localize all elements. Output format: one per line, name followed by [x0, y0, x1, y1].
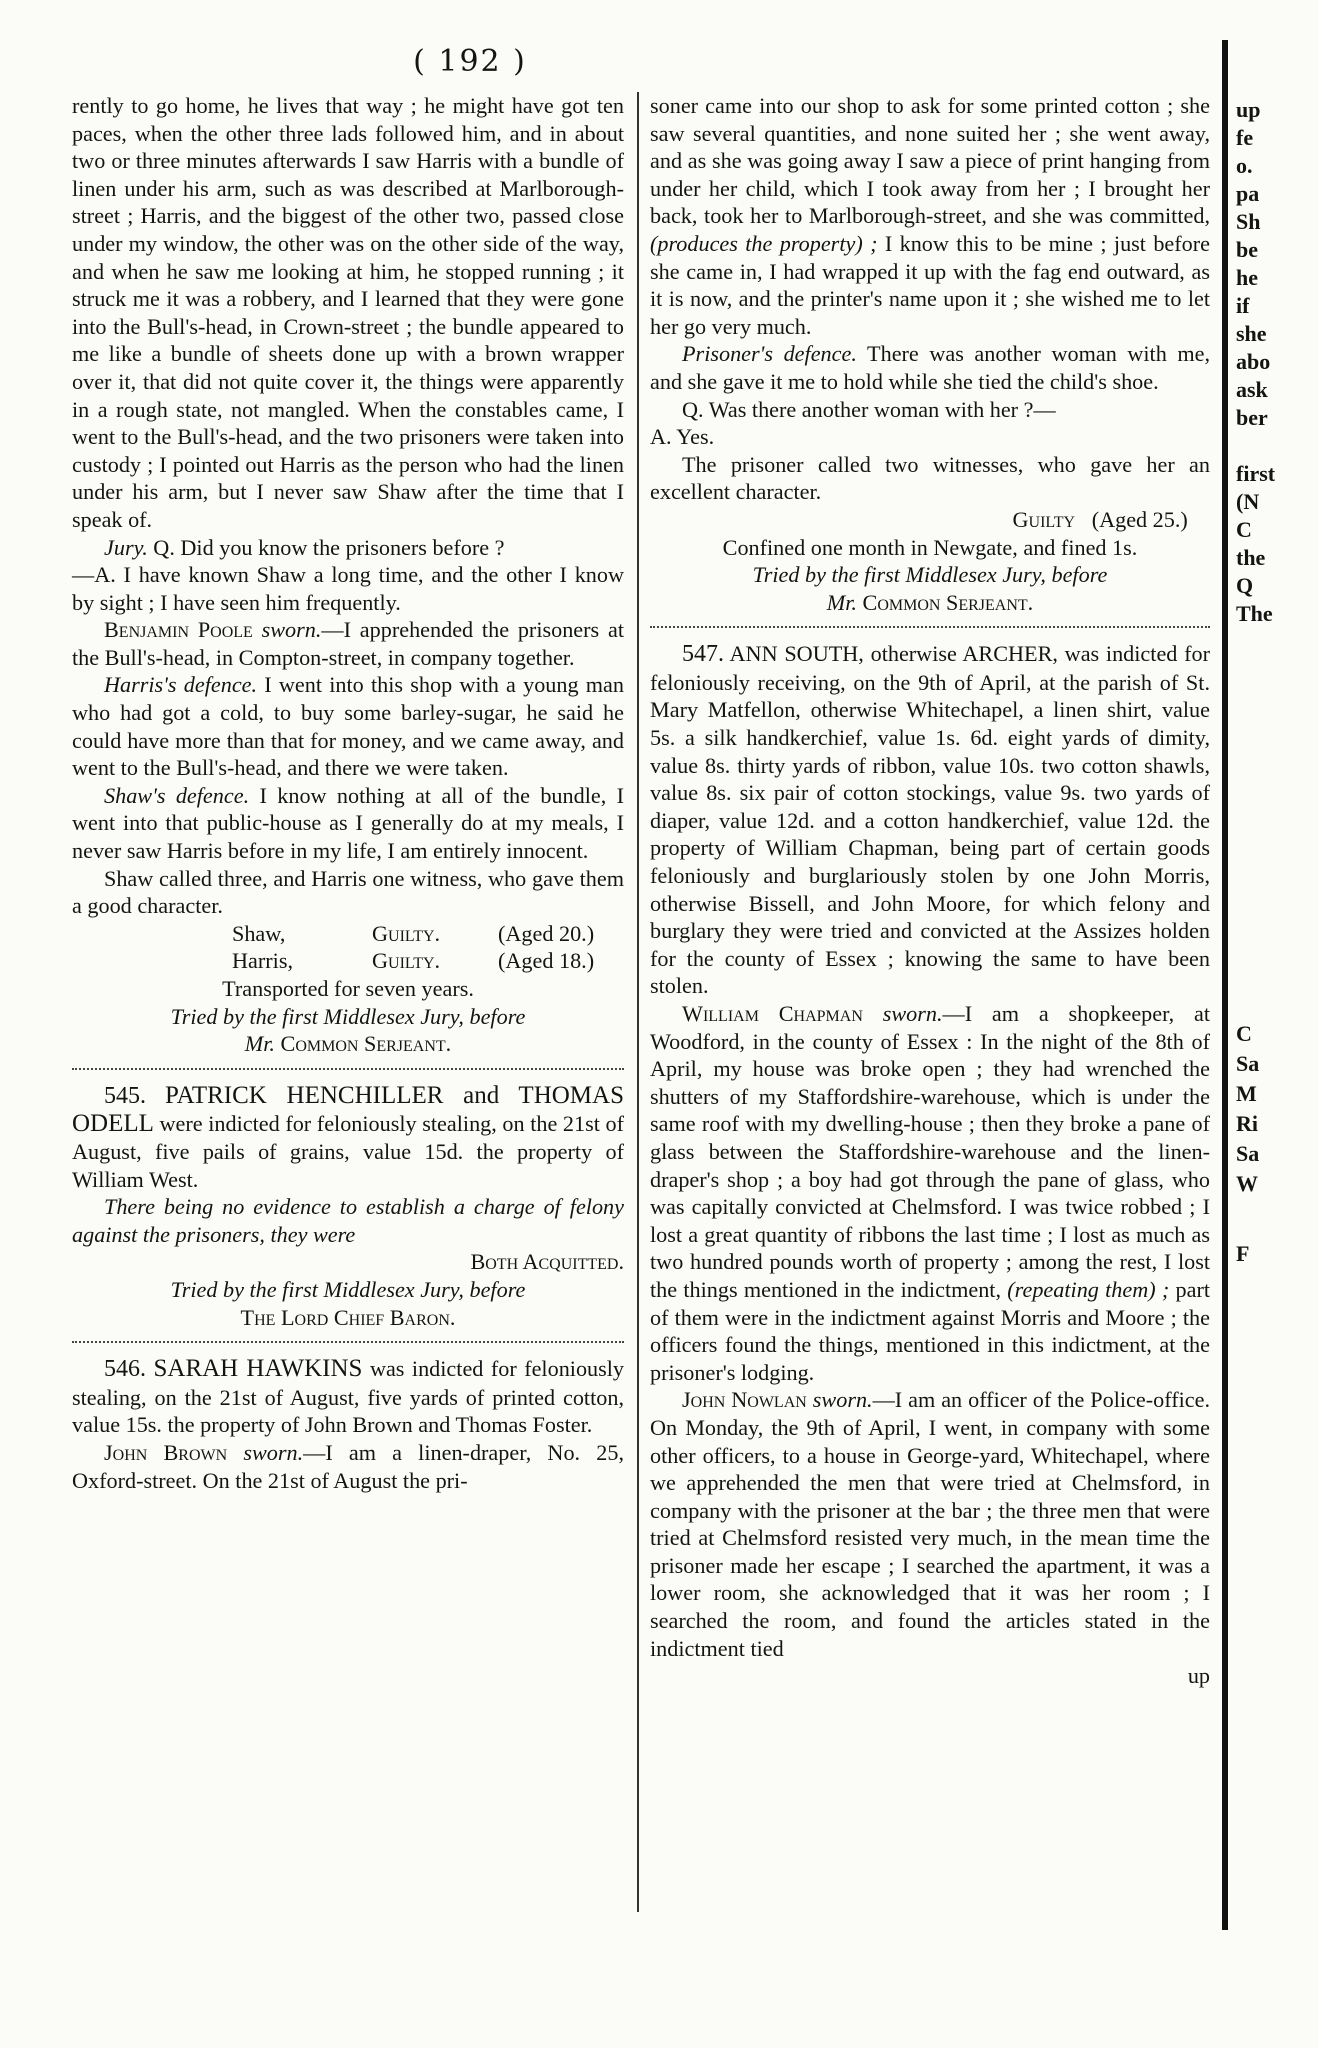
bleed-fragment: Sa: [1236, 1141, 1260, 1166]
bleed-fragment: F: [1236, 1241, 1250, 1266]
testimony-text: soner came into our shop to ask for some printed cotton ; she saw several quantities, and none suited her ; she went away, and as she was going away I saw a piece of print hanging from under her child, which I took away from her ; I brought her back, took her to Marlborough-street, and she was committed,: [650, 93, 1210, 229]
stage-direction: (repeating them) ;: [1007, 1276, 1170, 1302]
jury-answer: —A. I have known Shaw a long time, and the other I know by sight ; I have seen him frequently.: [72, 562, 624, 615]
case-547-heading: [650, 640, 1210, 1000]
judge-prefix: Mr.: [244, 1031, 275, 1057]
bleed-fragment: ask: [1236, 377, 1268, 402]
judge-name: The Lord Chief Baron.: [240, 1304, 456, 1330]
case-separator: [72, 1068, 624, 1070]
tried-by-line: Tried by the first Middlesex Jury, before: [752, 562, 1108, 588]
brown-testimony: [72, 1439, 624, 1494]
column-divider: [637, 92, 639, 1912]
bleed-fragment: he: [1236, 265, 1258, 290]
bleed-fragment: W: [1236, 1171, 1258, 1196]
jury-question-text: Q. Did you know the prisoners before ?: [153, 534, 505, 560]
bleed-fragment: the: [1236, 545, 1266, 570]
judge-line: [72, 1030, 624, 1058]
judge-line: [650, 589, 1210, 617]
case-number: 546.: [104, 1356, 146, 1383]
brown-text: —I am a linen-draper, No. 25, Oxford-street. On the 21st of August the pri-: [72, 1439, 624, 1493]
bleed-fragment: up: [1236, 97, 1261, 122]
harris-defence: [72, 671, 624, 781]
bleed-fragment: o.: [1236, 153, 1253, 178]
witness-name: Benjamin Poole: [104, 617, 253, 643]
jury-question: [72, 534, 624, 562]
bleed-fragment: The: [1236, 601, 1273, 626]
defence-label: Shaw's defence.: [104, 782, 250, 808]
verdict-row: [72, 920, 624, 948]
sworn-label: sworn.: [243, 1439, 304, 1465]
verdict: Guilty.: [372, 920, 441, 946]
chapman-testimony: [650, 1000, 1210, 1386]
defendant-name: Harris,: [232, 948, 293, 974]
chapman-text-end: part of them were in the indictment against Morris and Moore ; the officers found the things, mentioned in this indictment, at the prisoner's lodging.: [650, 1276, 1211, 1385]
defendant-names: ANN SOUTH, otherwise ARCHER,: [729, 641, 1058, 667]
witnesses-called: The prisoner called two witnesses, who gave her an excellent character.: [650, 451, 1210, 505]
bleed-fragment: abo: [1236, 349, 1271, 374]
sworn-label: sworn.: [882, 1001, 943, 1026]
verdict-row: [72, 947, 624, 975]
defendant-age: (Aged 18.): [498, 948, 595, 974]
nowlan-testimony: [650, 1386, 1210, 1662]
witness-name: John Brown: [104, 1439, 228, 1465]
sworn-label: sworn.: [261, 617, 322, 643]
case-number: 547.: [682, 641, 724, 668]
poole-text: —I apprehended the prisoners at the Bull's-head, in Compton-street, in company together.: [72, 617, 624, 670]
indictment-text: were indicted for feloniously stealing, on the 21st of August, five pails of grains, value 15d. the property of William West.: [72, 1111, 624, 1192]
nowlan-text: —I am an officer of the Police-office. On Monday, the 9th of April, I went, in company with some other officers, to a house in George-yard, Whitechapel, where we apprehended the men that were tried at Chelmsford, in company with the prisoner at the bar ; the three men that were tried at Chelmsford resisted very much, in the mean time the prisoner made her escape ; I searched the apartment, it was a lower room, she acknowledged that it was her room ; I searched the room, and found the articles stated in the indictment tied: [650, 1387, 1211, 1661]
tried-by-line: Tried by the first Middlesex Jury, before: [170, 1003, 526, 1029]
bleed-fragment: C: [1236, 1021, 1252, 1046]
question: Q. Was there another woman with her ?—: [682, 396, 1056, 422]
jury-label: Jury.: [104, 534, 148, 560]
page-edge-rule: [1222, 40, 1228, 1930]
sentence: Confined one month in Newgate, and fined 1s.: [722, 534, 1138, 560]
witness-name: John Nowlan: [682, 1387, 807, 1413]
sentence: Transported for seven years.: [222, 976, 474, 1001]
defendant-name: Shaw,: [232, 920, 286, 946]
case-separator: [650, 626, 1210, 628]
acquittal-note: There being no evidence to establish a charge of felony against the prisoners, they were: [72, 1194, 624, 1247]
catchword: up: [1187, 1663, 1210, 1689]
brown-testimony-continued: [650, 92, 1210, 340]
witnesses-called: Shaw called three, and Harris one witness, who gave them a good character.: [72, 865, 624, 919]
testimony-continued: rently to go home, he lives that way ; he might have got ten paces, when the other three lads followed him, and in about two or three minutes afterwards I saw Harris with a bundle of linen under his arm, such as was described at Marlborough-street ; Harris, and the biggest of the other two, passed close under my window, the other was on the other side of the way, and when he saw me looking at him, he stopped running ; it struck me it was a robbery, and I learned that they were gone into the Bull's-head, in Crown-street ; the bundle appeared to me like a bundle of sheets done up with a brown wrapper over it, that did not quite cover it, the things were apparently in a rough state, not mangled. When the constables came, I went to the Bull's-head, and the two prisoners were taken into custody ; I pointed out Harris as the person who had the linen under his arm, but I never saw Shaw after the time that I speak of.: [72, 93, 624, 532]
bleed-fragment: M: [1236, 1081, 1257, 1106]
case-546-heading: [72, 1355, 624, 1439]
case-number: 545.: [104, 1082, 146, 1109]
indictment-text: was indicted for feloniously receiving, on the 9th of April, at the parish of St. Mary Matfellon, otherwise Whitechapel, a linen shirt, value 5s. a silk handkerchief, value 1s. 6d. eight yards of dimity, value 8s. thirty yards of ribbon, value 10s. two cotton shawls, value 8s. six pair of cotton stockings, value 9s. two yards of diaper, value 12d. and a cotton handkerchief, value 12d. the property of William Chapman, being part of certain goods feloniously and burglariously stolen by one John Morris, otherwise Bissell, and John Moore, for which felony and burglary they were tried and convicted at the Assizes holden for the county of Essex ; knowing the same to have been stolen.: [650, 641, 1211, 999]
defendant-age: (Aged 20.): [498, 920, 595, 946]
bleed-fragment: fe: [1236, 125, 1254, 150]
shaw-defence-text: I know nothing at all of the bundle, I went into that public-house as I generally do at my meals, I never saw Harris before in my life, I am entirely innocent.: [72, 782, 625, 864]
defendant-names: PATRICK HENCHILLER and THOMAS ODELL: [72, 1081, 624, 1138]
testimony-text: I know this to be mine ; just before she came in, I had wrapped it up with the fag end outward, as it is now, and the printer's name upon it ; she wished me to let her go very much.: [650, 230, 1211, 339]
stage-direction: (produces the property) ;: [650, 230, 878, 256]
right-column: [650, 92, 1210, 1690]
witness-name: William Chapman: [682, 1001, 863, 1026]
bleed-fragment: Q: [1236, 573, 1254, 598]
defendant-names: SARAH HAWKINS: [153, 1355, 363, 1383]
bleed-fragment: C: [1236, 517, 1252, 542]
bleed-fragment: pa: [1236, 181, 1260, 206]
bleed-fragment: Sh: [1236, 209, 1261, 234]
verdict: Guilty: [1012, 506, 1076, 532]
answer: A. Yes.: [650, 424, 715, 450]
sworn-label: sworn.: [812, 1387, 873, 1413]
bleed-fragment: she: [1236, 321, 1267, 346]
bleed-fragment: first: [1236, 461, 1276, 486]
harris-defence-text: I went into this shop with a young man who had got a cold, to buy some barley-sugar, he said he could have more than that for money, and we came away, and went to the Bull's-head, and there we were taken.: [72, 672, 624, 781]
case-separator: [72, 1341, 624, 1343]
bleed-fragment: if: [1236, 293, 1250, 318]
chapman-text: —I am a shopkeeper, at Woodford, in the county of Essex : In the night of the 8th of April, my house was broke open ; they had wrenched the shutters of my Staffordshire-warehouse, which is under the same roof with my dwelling-house ; then they broke a pane of glass between the Staffordshire-warehouse and the linen-draper's shop ; a boy had got through the pane of glass, who was capitally convicted at Chelmsford. I was twice robbed ; I lost a great quantity of ribbons the last time ; I lost as much as two hundred pounds worth of property ; among the rest, I lost the things mentioned in the indictment,: [650, 1001, 1210, 1302]
verdict-line: [650, 506, 1210, 534]
page-number: ( 192 ): [413, 44, 527, 79]
judge-name: Common Serjeant.: [280, 1031, 452, 1057]
indictment-text: was indicted for feloniously stealing, on the 21st of August, five yards of printed cotton, value 15s. the property of John Brown and Thomas Foster.: [72, 1356, 625, 1438]
case-545-heading: [72, 1082, 624, 1193]
bleed-fragment: Ri: [1236, 1111, 1258, 1136]
acquittal-verdict: Both Acquitted.: [470, 1249, 624, 1275]
defendant-age: (Aged 25.): [1091, 506, 1188, 532]
shaw-defence: [72, 782, 624, 865]
bleed-fragment: ber: [1236, 405, 1268, 430]
poole-testimony: [72, 616, 624, 671]
bleed-fragment: Sa: [1236, 1051, 1260, 1076]
judge-name: Common Serjeant.: [862, 589, 1034, 615]
bleed-fragment: be: [1236, 237, 1258, 262]
bleed-fragment: (N: [1236, 489, 1260, 514]
defence-label: Harris's defence.: [104, 672, 258, 698]
prisoner-defence: [650, 340, 1210, 395]
verdict: Guilty.: [372, 948, 441, 974]
judge-prefix: Mr.: [826, 589, 857, 615]
prisoner-defence-text: There was another woman with me, and she gave it me to hold while she tied the child's shoe.: [650, 341, 1210, 394]
defence-label: Prisoner's defence.: [682, 341, 857, 367]
tried-by-line: Tried by the first Middlesex Jury, before: [170, 1276, 526, 1302]
left-column: [72, 92, 624, 1494]
